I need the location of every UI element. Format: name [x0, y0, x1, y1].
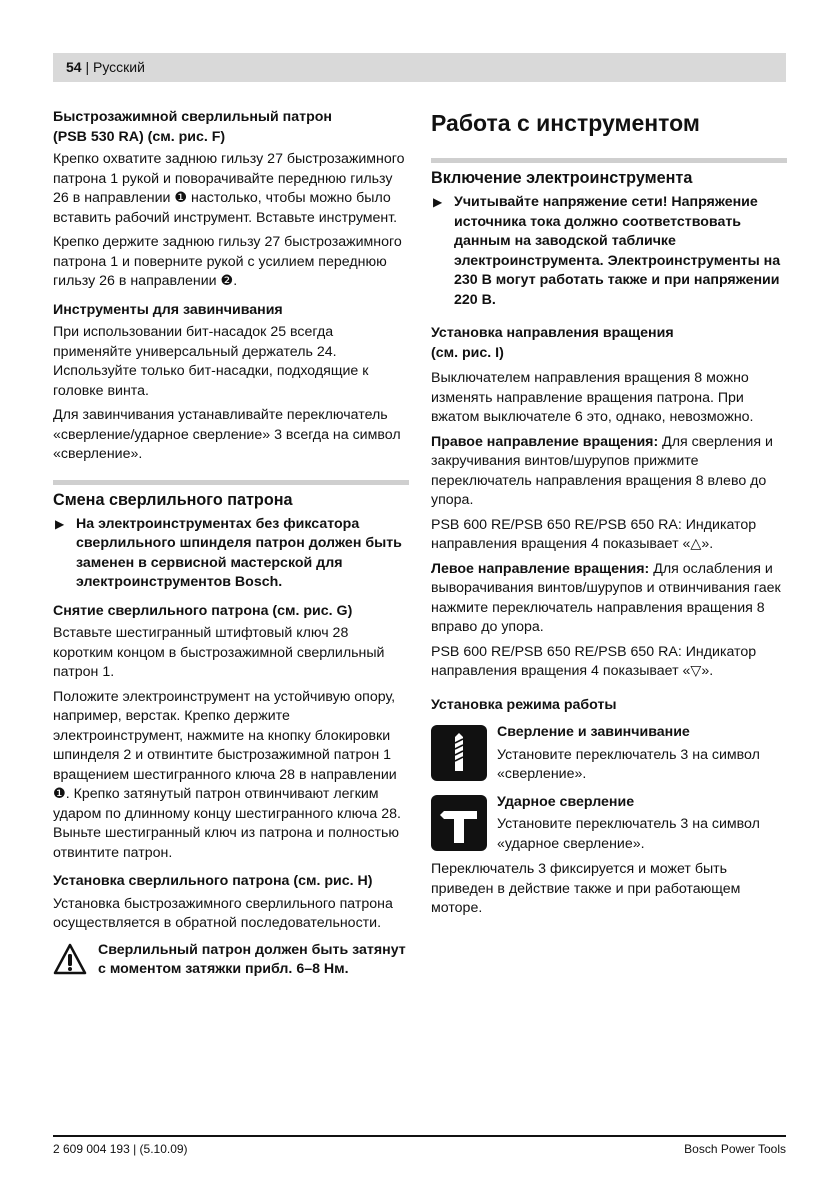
- section-title-switching-on: Включение электроинструмента: [431, 169, 693, 187]
- paragraph: При использовании бит-насадок 25 всегда применяйте универсальный держатель 24. Используйте только бит-насадки, подходящие к головке винта.: [53, 324, 369, 399]
- right-column: [431, 108, 787, 919]
- section-title-screwdriving-tools: Инструменты для завинчивания: [53, 301, 283, 318]
- paragraph-left-rotation: [431, 560, 787, 638]
- inline-label: Левое направление вращения:: [431, 560, 650, 577]
- paragraph: Установка быстрозажимного сверлильного патрона осуществляется в обратной последовательности.: [53, 895, 393, 931]
- triangle-bullet-icon: ▶: [433, 195, 443, 209]
- left-column: [53, 108, 409, 980]
- paragraph: Положите электроинструмент на устойчивую опору, например, верстак. Крепко держите электроинструмент, нажмите на кнопку блокировки шпинделя 2 и отвинтите быстрозажимной патрон 1 вращением шестигранного ключа 28 в направлении ❶. Крепко затянутый патрон отвинчивают легким ударом по длинному концу шестигранного ключа 28. Выньте шестигранный ключ из патрона и полностью отвинтите патрон.: [53, 688, 401, 861]
- paragraph: Переключатель 3 фиксируется и может быть приведен в действие также и при работающем моторе.: [431, 861, 741, 916]
- document-number: 2 609 004 193 | (5.10.09): [53, 1142, 188, 1156]
- hammer-drill-icon: [431, 795, 487, 851]
- bullet-note: [53, 515, 409, 593]
- title-line: (см. рис. I): [431, 344, 504, 361]
- header-separator: |: [81, 59, 93, 75]
- brand-footer: Bosch Power Tools: [684, 1142, 786, 1156]
- paragraph: Выключателем направления вращения 8 можно изменять направление вращения патрона. При вжатом выключателе 6 это, однако, невозможно.: [431, 370, 754, 425]
- section-title-operating-mode: Установка режима работы: [431, 696, 617, 713]
- section-title-rotation-direction: [431, 324, 787, 363]
- inline-text: Для сверления и закручивания винтов/шурупов прижмите переключатель направления вращения 8 влево до упора.: [431, 433, 773, 508]
- triangle-bullet-icon: ▶: [55, 516, 65, 531]
- warning-triangle-icon: [53, 943, 87, 975]
- section-title-chuck-installation: Установка сверлильного патрона (см. рис. H): [53, 873, 373, 889]
- paragraph: Для завинчивания устанавливайте переключатель «сверление/ударное сверление» 3 всегда на символ «сверление».: [53, 407, 401, 462]
- mode-item-drilling: [431, 723, 787, 785]
- paragraph: Крепко держите заднюю гильзу 27 быстрозажимного патрона 1 и поверните рукой с усилием переднюю гильзу 26 в направлении ❷.: [53, 234, 402, 289]
- chapter-title: Работа с инструментом: [431, 110, 700, 136]
- page-number: 54: [66, 59, 82, 75]
- mode-title: Ударное сверление: [497, 793, 635, 810]
- page-header: [66, 59, 145, 75]
- paragraph: PSB 600 RE/PSB 650 RE/PSB 650 RA: Индикатор направления вращения 4 показывает «▽».: [431, 643, 757, 679]
- mode-description: Установите переключатель 3 на символ «ударное сверление».: [497, 816, 760, 852]
- footer-divider: [53, 1135, 786, 1137]
- inline-label: Правое направление вращения:: [431, 433, 659, 450]
- mode-title: Сверление и завинчивание: [497, 724, 690, 740]
- title-line: (PSB 530 RA) (см. рис. F): [53, 128, 226, 145]
- page-header-bar: [53, 53, 786, 82]
- paragraph: Вставьте шестигранный штифтовый ключ 28 коротким концом в быстрозажимной сверлильный патрон 1.: [53, 625, 385, 680]
- bullet-text: На электроинструментах без фиксатора сверлильного шпинделя патрон должен быть заменен в сервисной мастерской для электроинструментов Bosch.: [76, 515, 402, 590]
- paragraph-right-rotation: [431, 433, 787, 511]
- title-line: Быстрозажимной сверлильный патрон: [53, 109, 332, 125]
- section-title-keyless-chuck: [53, 108, 409, 147]
- inline-text: Для ослабления и выворачивания винтов/шурупов и отвинчивания гаек нажмите переключатель направления вращения 8 вправо до упора.: [431, 560, 781, 635]
- paragraph: PSB 600 RE/PSB 650 RE/PSB 650 RA: Индикатор направления вращения 4 показывает «△».: [431, 516, 757, 552]
- section-divider: [53, 480, 409, 485]
- mode-item-impact-drilling: [431, 793, 787, 855]
- section-divider: [431, 158, 787, 163]
- warning-note: [53, 941, 409, 980]
- title-line: Установка направления вращения: [431, 325, 674, 341]
- mode-description: Установите переключатель 3 на символ «сверление».: [497, 746, 760, 782]
- section-title-chuck-replacement: Смена сверлильного патрона: [53, 490, 293, 509]
- bullet-note: [431, 193, 787, 310]
- paragraph: Крепко охватите заднюю гильзу 27 быстрозажимного патрона 1 рукой и поворачивайте переднюю гильзу 26 в направлении ❶ настолько, чтобы можно было вставить рабочий инструмент. Вставьте инструмент.: [53, 151, 405, 226]
- section-title-chuck-removal: Снятие сверлильного патрона (см. рис. G): [53, 602, 353, 619]
- drill-icon: [431, 725, 487, 781]
- bullet-text: Учитывайте напряжение сети! Напряжение источника тока должно соответствовать данным на заводской табличке электроинструмента. Электроинструменты на 230 В могут работать также и при напряжении 220 В.: [454, 194, 781, 308]
- warning-text: Сверлильный патрон должен быть затянут с моментом затяжки прибл. 6–8 Нм.: [98, 941, 406, 977]
- language-label: Русский: [93, 59, 145, 75]
